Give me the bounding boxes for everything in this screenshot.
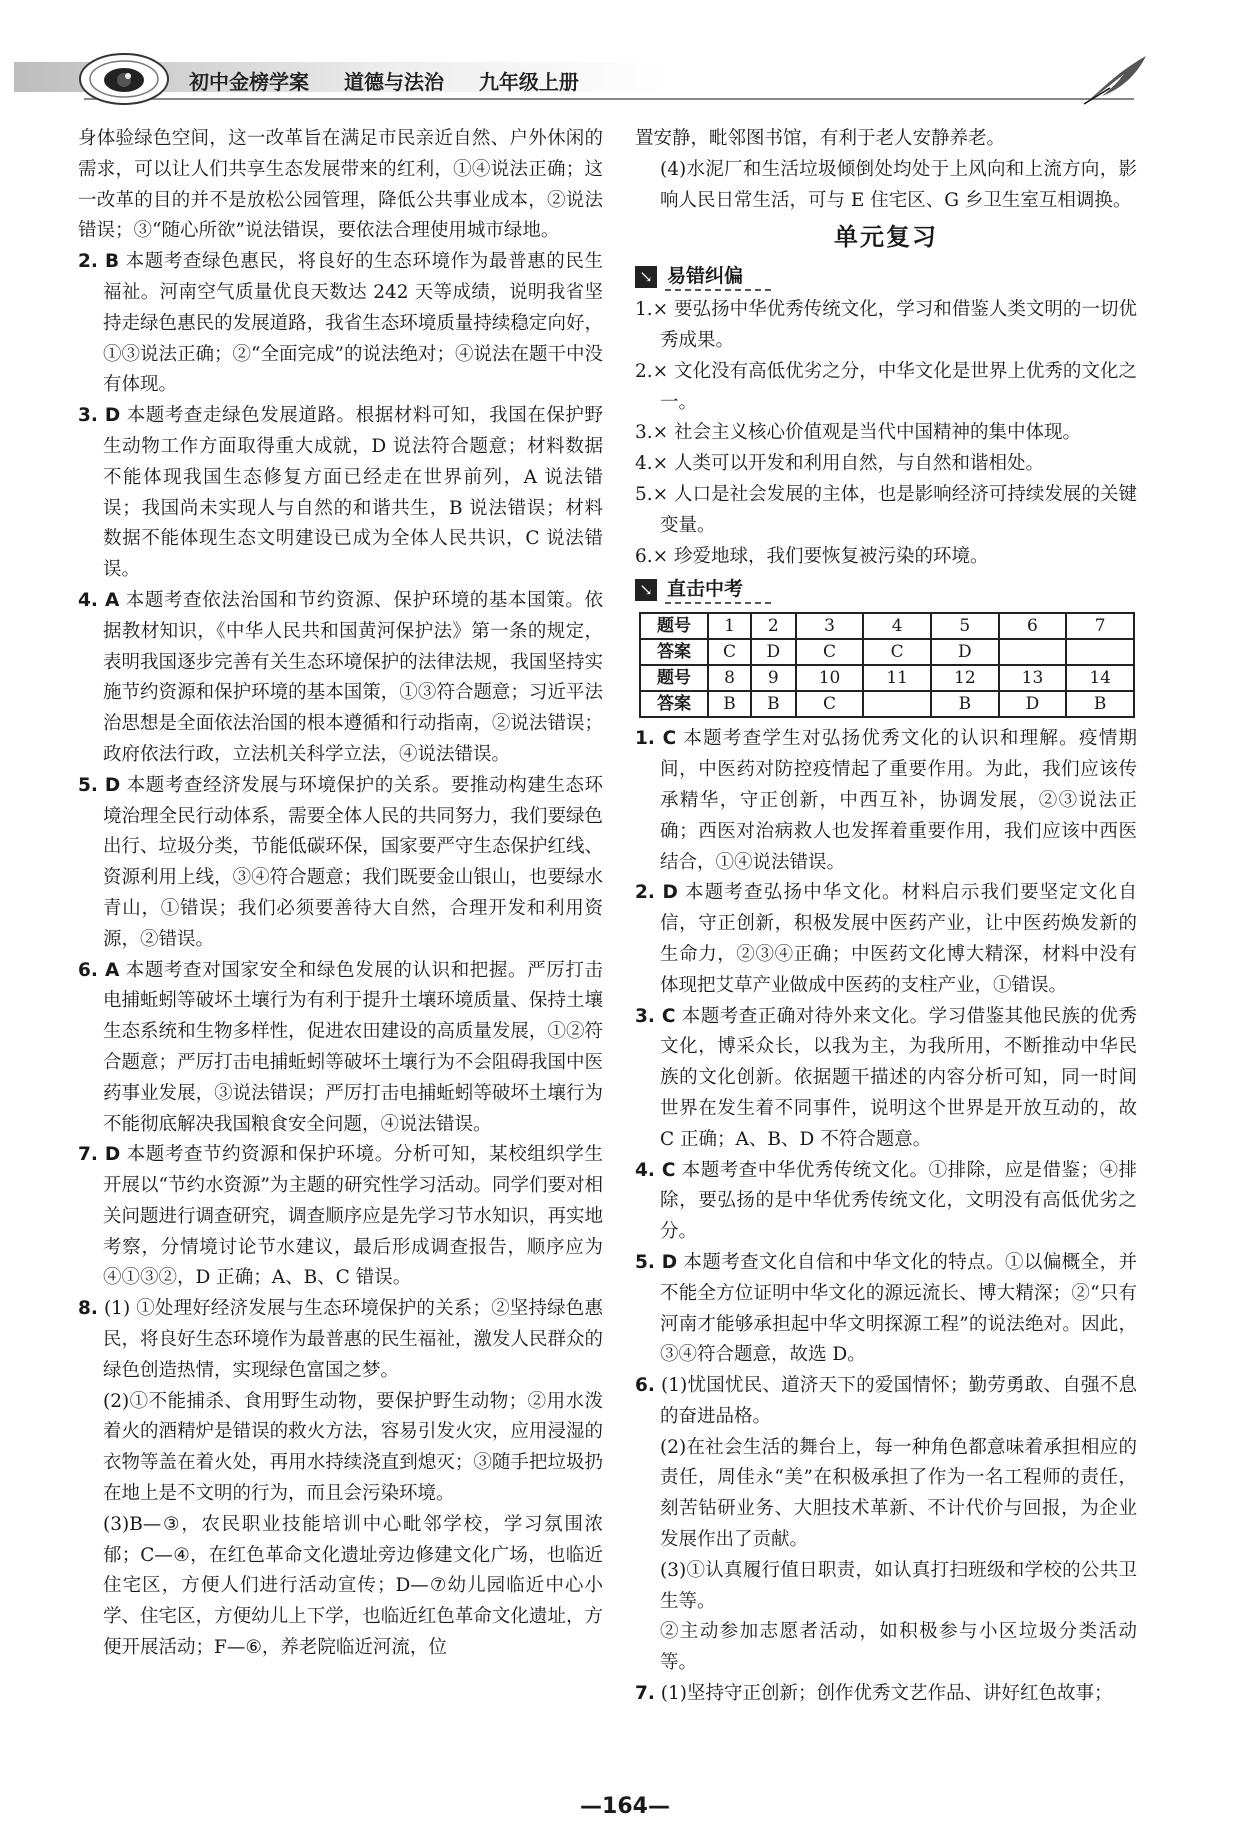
- answer-subpart: (4)水泥厂和生活垃圾倾倒处均处于上风向和上流方向，影响人民日常生活，可与 E 住宅区、G 乡卫生室互相调换。: [660, 158, 1137, 211]
- table-row: [640, 691, 1134, 717]
- header-subject: 道德与法治: [343, 70, 444, 94]
- table-cell: D: [751, 639, 796, 665]
- table-cell: 5: [931, 613, 999, 639]
- table-header-cell: 题号: [640, 665, 708, 691]
- answer-item: [635, 724, 1137, 878]
- section-exam-practice: [635, 574, 1137, 606]
- header-series: 初中金榜学案: [189, 70, 309, 94]
- table-cell: 12: [931, 665, 999, 691]
- answer-number: 2. D: [635, 882, 678, 904]
- answer-number: 6. A: [78, 959, 120, 981]
- error-text: 人类可以开发和利用自然，与自然和谐相处。: [668, 453, 1045, 475]
- table-cell: 2: [751, 613, 796, 639]
- table-cell: 10: [796, 665, 864, 691]
- answer-text: 本题考查正确对待外来文化。学习借鉴其他民族的优秀文化，博采众长，以我为主，为我所用，不断推动中华民族的文化创新。依据题干描述的内容分析可知，同一时间世界在发生着不同事件，说明这个世界是开放互动的，故 C 正确；A、B、D 不符合题意。: [660, 1005, 1137, 1150]
- error-item: [635, 449, 1137, 480]
- answer-number: 3. C: [635, 1005, 676, 1027]
- table-header-cell: 答案: [640, 639, 708, 665]
- section-error-correction: [635, 261, 1137, 293]
- answer-text: (1) ①处理好经济发展与生态环境保护的关系；②坚持绿色惠民，将良好生态环境作为最普惠的民生福祉，激发人民群众的绿色创造热情，实现绿色富国之梦。: [97, 1298, 603, 1381]
- table-row: [640, 665, 1134, 691]
- error-number: 5.×: [635, 483, 669, 505]
- table-cell: 1: [708, 613, 751, 639]
- answer-item: [78, 1294, 603, 1386]
- right-column: [635, 124, 1137, 1710]
- table-cell: 3: [796, 613, 864, 639]
- table-cell: B: [708, 691, 751, 717]
- table-row: [640, 639, 1134, 665]
- section-exam-practice-label: 直击中考: [665, 576, 771, 604]
- arrow-down-right-icon: ↘: [635, 266, 657, 288]
- table-cell: 14: [1066, 665, 1134, 691]
- error-number: 6.×: [635, 545, 669, 567]
- answer-item: [78, 771, 603, 956]
- answer-text: 本题考查节约资源和保护环境。分析可知，某校组织学生开展以“节约水资源”为主题的研究性学习活动。同学们要对相关问题进行调查研究，调查顺序应是先学习节水知识，再实地考察，分情境讨论节水建议，最后形成调查报告，顺序应为④①③②，D 正确；A、B、C 错误。: [103, 1144, 603, 1289]
- answer-subpart: (3)①认真履行值日职责，如认真打扫班级和学校的公共卫生等。: [660, 1559, 1137, 1612]
- answer-item: [635, 878, 1137, 1001]
- answer-text: 本题考查中华优秀传统文化。①排除，应是借鉴；④排除，要弘扬的是中华优秀传统文化，文明没有高低优劣之分。: [660, 1159, 1137, 1243]
- answer-item: [635, 1248, 1137, 1371]
- header-rule: [84, 98, 1134, 100]
- answer-number: 2. B: [78, 251, 120, 273]
- answer-item: [78, 401, 603, 586]
- answer-item: [78, 586, 603, 771]
- table-cell: C: [796, 691, 864, 717]
- eye-logo-icon: [76, 52, 172, 106]
- error-number: 1.×: [635, 299, 669, 321]
- table-cell: 6: [999, 613, 1067, 639]
- answer-number: 7. D: [78, 1144, 121, 1166]
- answer-number: 8.: [78, 1298, 98, 1320]
- table-header-cell: 题号: [640, 613, 708, 639]
- answer-item: [78, 956, 603, 1141]
- error-number: 4.×: [635, 453, 669, 475]
- table-cell: 11: [863, 665, 931, 691]
- error-text: 珍爱地球，我们要恢复被污染的环境。: [668, 545, 989, 567]
- answer-text: 本题考查文化自信和中华文化的特点。①以偏概全，并不能全方位证明中华文化的源远流长、博大精深；②“只有河南才能够承担起中华文明探源工程”的说法绝对。因此，③④符合题意，故选 D。: [660, 1251, 1137, 1366]
- answer-text: 本题考查走绿色发展道路。根据材料可知，我国在保护野生动物工作方面取得重大成就，D 说法符合题意；材料数据不能体现我国生态修复方面已经走在世界前列，A 说法错误；我国尚未实现人与自然的和谐共生，B 说法错误；材料数据不能体现生态文明建设已成为全体人民共识，C 说法错误。: [103, 405, 603, 581]
- left-column: [78, 124, 603, 1664]
- answer-text: (1)坚持守正创新；创作优秀文艺作品、讲好红色故事；: [654, 1683, 1113, 1705]
- arrow-down-right-icon: ↘: [635, 579, 657, 601]
- error-number: 3.×: [635, 422, 669, 444]
- table-cell: C: [863, 639, 931, 665]
- answer-text: 本题考查依法治国和节约资源、保护环境的基本国策。依据教材知识，《中华人民共和国黄河保护法》第一条的规定，表明我国逐步完善有关生态环境保护的法律法规，我国坚持实施节约资源和保护环境的基本国策，①③符合题意；习近平法治思想是全面依法治国的根本遵循和行动指南，②说法错误；政府依法行政，立法机关科学立法，④说法错误。: [103, 589, 603, 765]
- page-header: [14, 52, 1140, 106]
- answer-text: 本题考查经济发展与环境保护的关系。要推动构建生态环境治理全民行动体系，需要全体人民的共同努力，我们要绿色出行、垃圾分类，节能低碳环保，国家要严守生态保护红线、资源利用上线，③④符合题意；我们既要金山银山，也要绿水青山，①错误；我们必须要善待大自然，合理开发和利用资源，②错误。: [103, 774, 603, 950]
- table-cell: B: [751, 691, 796, 717]
- answer-item: [78, 247, 603, 401]
- answer-item: [635, 1002, 1137, 1156]
- error-text: 文化没有高低优劣之分，中华文化是世界上优秀的文化之一。: [660, 360, 1137, 413]
- table-cell: D: [999, 691, 1067, 717]
- error-number: 2.×: [635, 360, 669, 382]
- answer-subpart: (2)在社会生活的舞台上，每一种角色都意味着承担相应的责任，周佳永“美”在积极承担了作为一名工程师的责任，刻苦钻研业务、大胆技术革新、不计代价与回报，为企业发展作出了贡献。: [660, 1436, 1137, 1551]
- answer-number: 4. C: [635, 1159, 676, 1181]
- error-item: [635, 542, 1137, 573]
- error-item: [635, 418, 1137, 449]
- answer-text: 本题考查绿色惠民，将良好的生态环境作为最普惠的民生福祉。河南空气质量优良天数达 242 天等成绩，说明我省坚持走绿色惠民的发展道路，我省生态环境质量持续稳定向好，①③说法正确；②“全面完成”的说法绝对；④说法在题干中没有体现。: [103, 251, 603, 396]
- answer-table: [639, 612, 1135, 718]
- answer-text: 本题考查学生对弘扬优秀文化的认识和理解。疫情期间，中医药对防控疫情起了重要作用。为此，我们应该传承精华，守正创新，中西互补，协调发展，②③说法正确；西医对治病救人也发挥着重要作用，我们应该中西医结合，①④说法错误。: [660, 728, 1137, 873]
- answer-text: (1)忧国忧民、道济天下的爱国情怀；勤劳勇敢、自强不息的奋进品格。: [654, 1375, 1137, 1427]
- answer-subpart: (3)B—③，农民职业技能培训中心毗邻学校，学习氛围浓郁；C—④，在红色革命文化遗址旁边修建文化广场，也临近住宅区，方便人们进行活动宣传；D—⑦幼儿园临近中心小学、住宅区，方便幼儿上下学，也临近红色革命文化遗址，方便开展活动；F—⑥，养老院临近河流，位: [103, 1513, 603, 1659]
- answer-subpart: ②主动参加志愿者活动，如积极参与小区垃圾分类活动等。: [660, 1621, 1137, 1674]
- header-title: [189, 66, 607, 95]
- table-cell: 4: [863, 613, 931, 639]
- answer-text: 本题考查弘扬中华文化。材料启示我们要坚定文化自信，守正创新，积极发展中医药产业，让中医药焕发新的生命力，②③④正确；中医药文化博大精深，材料中没有体现把艾草产业做成中医药的支柱产业，①错误。: [660, 882, 1137, 996]
- table-cell: 13: [999, 665, 1067, 691]
- answer-item: [635, 1371, 1137, 1433]
- table-cell: B: [931, 691, 999, 717]
- quill-feather-icon: [1080, 52, 1150, 108]
- table-cell: C: [708, 639, 751, 665]
- error-text: 要弘扬中华优秀传统文化，学习和借鉴人类文明的一切优秀成果。: [660, 299, 1137, 351]
- answer-item: [635, 1679, 1137, 1710]
- table-cell: 8: [708, 665, 751, 691]
- section-error-correction-label: 易错纠偏: [665, 263, 771, 291]
- answer-item: [635, 1156, 1137, 1248]
- unit-review-title: 单元复习: [834, 223, 938, 252]
- answer-subpart: (2)①不能捕杀、食用野生动物，要保护野生动物；②用水泼着火的酒精炉是错误的救火方法，容易引发火灾，应用浸湿的衣物等盖在着火处，再用水持续浇直到熄灭；③随手把垃圾扔在地上是不文明的行为，而且会污染环境。: [103, 1390, 603, 1505]
- page-number: —164—: [580, 1794, 670, 1819]
- answer-number: 3. D: [78, 405, 121, 427]
- table-header-cell: 答案: [640, 691, 708, 717]
- error-text: 社会主义核心价值观是当代中国精神的集中体现。: [668, 422, 1082, 444]
- table-cell: [1066, 639, 1134, 665]
- answer-number: 1. C: [635, 728, 677, 750]
- answer-continuation: 身体验绿色空间，这一改革旨在满足市民亲近自然、户外休闲的需求，可以让人们共享生态发展带来的红利，①④说法正确；这一改革的目的并不是放松公园管理，降低公共事业成本，②说法错误；③“随心所欲”说法错误，要依法合理使用城市绿地。: [78, 128, 603, 242]
- table-cell: 9: [751, 665, 796, 691]
- table-row: [640, 613, 1134, 639]
- error-item: [635, 480, 1137, 542]
- table-cell: 7: [1066, 613, 1134, 639]
- answer-number: 4. A: [78, 589, 120, 611]
- answer-number: 5. D: [78, 774, 121, 796]
- table-cell: [863, 691, 931, 717]
- table-cell: [999, 639, 1067, 665]
- table-cell: B: [1066, 691, 1134, 717]
- table-cell: C: [796, 639, 864, 665]
- answer-continuation: 置安静，毗邻图书馆，有利于老人安静养老。: [635, 128, 1006, 149]
- answer-number: 7.: [635, 1683, 655, 1705]
- error-item: [635, 295, 1137, 357]
- error-item: [635, 357, 1137, 419]
- answer-number: 5. D: [635, 1251, 678, 1273]
- error-text: 人口是社会发展的主体，也是影响经济可持续发展的关键变量。: [660, 483, 1137, 536]
- answer-text: 本题考查对国家安全和绿色发展的认识和把握。严厉打击电捕蚯蚓等破坏土壤行为有利于提升土壤环境质量、保持土壤生态系统和生物多样性，促进农田建设的高质量发展，①②符合题意；严厉打击电捕蚯蚓等破坏土壤行为不会阻碍我国中医药事业发展，③说法错误；严厉打击电捕蚯蚓等破坏土壤行为不能彻底解决我国粮食安全问题，④说法错误。: [103, 959, 603, 1135]
- header-grade: 九年级上册: [478, 70, 579, 94]
- answer-number: 6.: [635, 1375, 655, 1397]
- answer-item: [78, 1140, 603, 1294]
- table-cell: D: [931, 639, 999, 665]
